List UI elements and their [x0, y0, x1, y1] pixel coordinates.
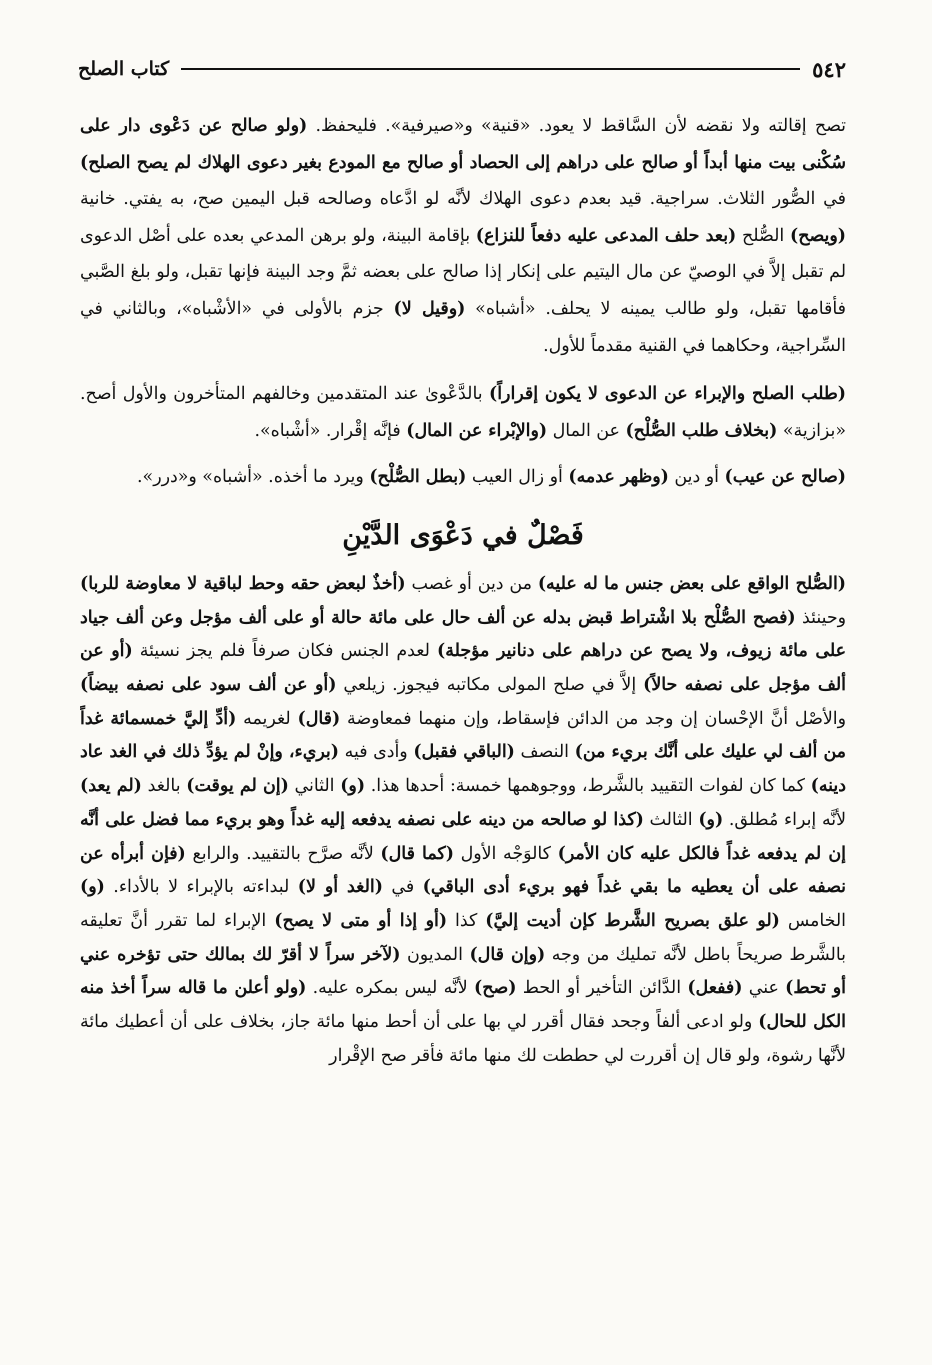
commentary-text: جزم بالأولى في «الأشْباه»، وبالثاني في السِّراجية، وحكاهما في القنية مقدماً للأول. — [80, 298, 846, 356]
bold-matn-text: (بطل الصُّلْح) — [369, 467, 467, 488]
bold-matn-text: (وقيل لا) — [393, 298, 466, 319]
commentary-text: الثالث — [643, 809, 699, 830]
commentary-text: كالوَجْه الأول — [453, 843, 558, 864]
bold-matn-text: (فصح الصُّلْح بلا اشْتراط قبض بدله عن ألف حال على مائة حالة أو على ألف مؤجل وعن ألف جياد على مائة زيوف، ولا يصح عن دراهم على دنانير مؤجلة) — [80, 607, 846, 662]
commentary-text: كما كان لفوات التقييد بالشَّرط، ووجوهمها خمسة: أحدها هذا. — [365, 776, 811, 797]
bold-matn-text: (كما قال) — [380, 843, 454, 864]
commentary-text: عني — [742, 978, 786, 999]
commentary-text: لغريمه — [236, 708, 298, 729]
bold-matn-text: (و) — [80, 877, 105, 898]
bold-matn-text: (والإبْراء عن المال) — [406, 420, 548, 441]
commentary-text: تصح إقالته ولا نقضه لأن السَّاقط لا يعود. «قنية» و«صيرفية». فليحفظ. — [307, 116, 846, 136]
bold-matn-text: (بخلاف طلب الصُّلْح) — [625, 420, 778, 441]
bold-matn-text: (بريء، وإنْ لم يؤدِّ ذلك في الغد عاد دينه) — [80, 742, 846, 797]
commentary-text: الخامس — [779, 910, 846, 931]
commentary-text: لأنَّه إبراء مُطلق. — [723, 809, 846, 830]
commentary-text: بالغد — [141, 776, 187, 797]
bold-matn-text: (و) — [698, 809, 724, 830]
section-body — [80, 568, 846, 1074]
section-title: فَصْلٌ في دَعْوَى الدَّيْنِ — [342, 519, 584, 551]
bold-matn-text: (و) — [340, 776, 366, 797]
bold-matn-text: (قال) — [297, 708, 341, 729]
commentary-text: من دين أو غصب — [405, 573, 538, 594]
commentary-text: بإقامة البينة، ولو برهن المدعي بعده على أصْل الدعوى لم تقبل إلاَّ في الوصيّ عن مال اليتيم على إنكار إذا صالح على بعضه ثمَّ وجد البينة فإنها تقبل، ولو بلغ الصَّبي فأقامها تقبل، ولو طالب يمينه لا يحلف. «أشباه» — [80, 225, 846, 319]
bold-matn-text: (لم يعد) — [80, 776, 142, 797]
commentary-text: والأصْل أنَّ الإحْسان إن وجد من الدائن فإسقاط، وإن منهما فمعاوضة — [340, 708, 846, 729]
bold-matn-text: (طلب الصلح والإبراء عن الدعوى لا يكون إقراراً) — [489, 384, 846, 405]
paragraph — [80, 376, 846, 449]
bold-matn-text: (إن لم يوقت) — [186, 776, 289, 797]
commentary-text: ويرد ما أخذه. «أشباه» و«درر». — [137, 467, 370, 488]
commentary-text: في — [382, 877, 423, 898]
running-title: كتاب الصلح — [78, 58, 170, 80]
commentary-text: النصف — [514, 742, 575, 763]
commentary-text: لعدم الجنس فكان صرفاً فلم يجز نسيئة — [132, 641, 438, 662]
commentary-text: إلاَّ في صلح المولى مكاتبه فيجوز. زيلعي — [336, 675, 644, 696]
commentary-text: الإبراء لما تقرر أنَّ تعليقه بالشَّرط صريحاً باطل لأنَّه تمليك من وجه — [80, 910, 846, 965]
commentary-text: وحينئذ — [795, 607, 846, 628]
bold-matn-text: (صح) — [473, 978, 517, 999]
bold-matn-text: (لآخر سراً لا أقرّ لك بمالك حتى تؤخره عني أو تحط) — [80, 944, 846, 999]
bold-matn-text: (ويصح) — [789, 225, 846, 246]
paragraph — [80, 459, 846, 496]
bold-matn-text: (أو إذا أو متى لا يصح) — [274, 910, 448, 931]
bold-matn-text: (فإن أبرأه عن نصفه على أن يعطيه ما بقي غداً فهو بريء أدى الباقي) — [80, 843, 846, 898]
commentary-text: لبداءته بالإبراء لا بالأداء. — [104, 877, 298, 898]
commentary-text: لأنَّه صرَّح بالتقييد. والرابع — [185, 843, 381, 864]
commentary-text: في الصُّور الثلاث. سراجية. قيد بعدم دعوى الهلاك لأنَّه لو ادَّعاه وصالحه قبل اليمين صح، به يفتي. خانية — [80, 189, 846, 210]
commentary-text: الصُّلح — [736, 225, 790, 246]
bold-matn-text: (الصُّلح الواقع على بعض جنس ما له عليه) — [537, 573, 846, 594]
bold-matn-text: (أو عن ألف مؤجل على نصفه حالاً) — [80, 641, 846, 696]
commentary-text: المديون — [400, 944, 470, 965]
bold-matn-text: (كذا لو صالحه من دينه على نصفه يدفعه إليه غداً وهو بريء مما فضل على أنَّه إن لم يدفعه غداً فالكل عليه كان الأمر) — [80, 809, 846, 864]
bold-matn-text: (وظهر عدمه) — [568, 467, 669, 488]
commentary-text: الدَّائن التأخير أو الحط — [516, 978, 688, 999]
bold-matn-text: (الباقي فقبل) — [413, 742, 515, 763]
commentary-text: بالدَّعْوىٰ عند المتقدمين وخالفهم المتأخرون والأول أصح. «بزازية» — [80, 384, 846, 441]
page-header — [78, 52, 846, 86]
commentary-text: عن المال — [547, 420, 626, 441]
commentary-text: الثاني — [288, 776, 341, 797]
bold-matn-text: (ففعل) — [687, 978, 743, 999]
bold-matn-text: (بعد حلف المدعى عليه دفعاً للنزاع) — [475, 225, 737, 246]
bold-matn-text: (أو عن ألف سود على نصفه بيضاً) — [80, 675, 337, 696]
commentary-text: أو دين — [668, 467, 725, 488]
bold-matn-text: (ولو أعلن ما قاله سراً أخذ منه الكل للحال) — [80, 978, 846, 1033]
header-rule — [181, 68, 800, 70]
commentary-text: لأنَّه ليس بمكره عليه. — [306, 978, 474, 999]
bold-matn-text: (لو علق بصريح الشَّرط كإن أديت إليَّ) — [485, 910, 780, 931]
commentary-text: وأدى فيه — [339, 742, 414, 763]
bold-matn-text: (وإن قال) — [469, 944, 546, 965]
commentary-text: كذا — [447, 910, 486, 931]
page-number: ٥٤٢ — [812, 56, 846, 82]
bold-matn-text: (ولو صالح عن دَعْوى دار على سُكْنى بيت منها أبداً أو صالح على دراهم إلى الحصاد أو صالح مع المودع بغير دعوى الهلاك لم يصح الصلح) — [80, 116, 846, 173]
paragraph — [80, 568, 846, 1074]
bold-matn-text: (أخذٌ لبعض حقه وحط لباقية لا معاوضة للربا) — [80, 573, 406, 594]
commentary-text: ولو ادعى ألفاً وجحد فقال أقرر لي بها على أن أحط منها مائة جاز، بخلاف على أن أعطيك مائة لأنَّها رشوة، ولو قال إن أقررت لي حططت لك منها مائة فأقر صح الإقْرار — [80, 1012, 846, 1066]
bold-matn-text: (أدِّ إليَّ خمسمائة غداً من ألف لي عليك على أنَّك بريء من) — [80, 708, 846, 763]
commentary-text: فإنَّه إقْرار. «أشْباه». — [254, 420, 407, 441]
bold-matn-text: (الغد أو لا) — [297, 877, 383, 898]
commentary-text: أو زال العيب — [466, 467, 569, 488]
paragraph — [80, 108, 846, 364]
bold-matn-text: (صالح عن عيب) — [724, 467, 846, 488]
page-body — [80, 108, 846, 1308]
